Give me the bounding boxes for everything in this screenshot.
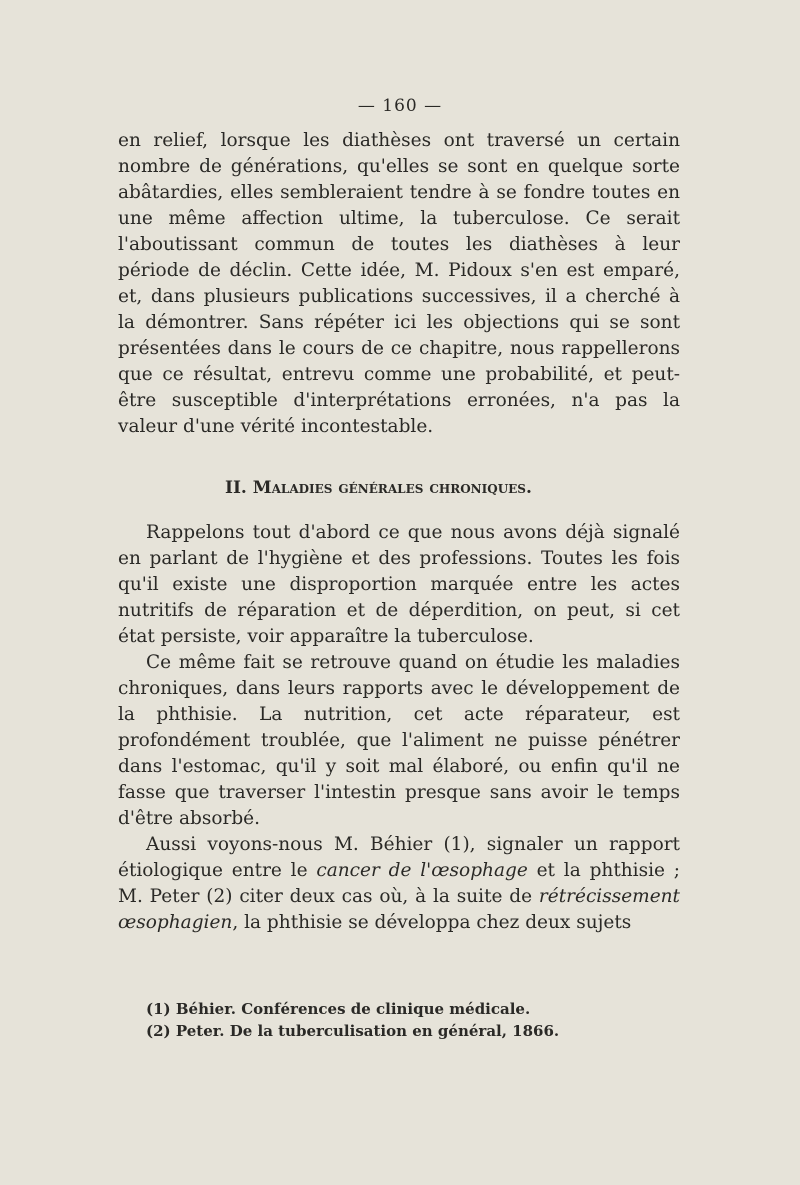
section-heading	[225, 478, 532, 498]
footnote-2: (2) Peter. De la tuberculisation en général, 1866.	[146, 1022, 560, 1040]
paragraph-1: en relief, lorsque les diathèses ont traversé un certain nombre de générations, qu'elles se sont en quelque sorte abâtardies, elles sembleraient tendre à se fondre toutes en une même affection ultime, la tuberculose. Ce serait l'aboutissant commun de toutes les diathèses à leur période de déclin. Cette idée, M. Pidoux s'en est emparé, et, dans plusieurs publications successives, il a cherché à la démontrer. Sans répéter ici les objections qui se sont présentées dans le cours de ce chapitre, nous rappellerons que ce résultat, entrevu comme une probabilité, et peut-être susceptible d'interprétations erronées, n'a pas la valeur d'une vérité incontestable.	[118, 130, 680, 437]
section-body	[118, 520, 680, 936]
section-number: II.	[225, 478, 247, 498]
page-number: — 160 —	[357, 96, 443, 116]
paragraph-4-text-a: Aussi voyons-nous M. Béhier (1), signaler un rapport étiologique entre le	[118, 834, 680, 881]
paragraph-3: Ce même fait se retrouve quand on étudie les maladies chroniques, dans leurs rapports avec le développement de la phthisie. La nutrition, cet acte réparateur, est profondément troublée, que l'aliment ne puisse pénétrer dans l'estomac, qu'il y soit mal élaboré, ou enfin qu'il ne fasse que traverser l'intestin presque sans avoir le temps d'être absorbé.	[118, 652, 680, 829]
paragraph-continuation	[118, 128, 680, 440]
paragraph-4	[118, 832, 680, 936]
paragraph-4-emphasis-b: rétrécissement œsophagien	[118, 886, 680, 933]
paragraph-4-text-b: et la phthisie ; M. Peter (2) citer deux cas où, à la suite de	[118, 860, 681, 907]
footnote-1: (1) Béhier. Conférences de clinique médicale.	[146, 1000, 531, 1018]
paragraph-4-emphasis-a: cancer de l'œsophage	[316, 860, 528, 881]
paragraph-2: Rappelons tout d'abord ce que nous avons déjà signalé en parlant de l'hygiène et des professions. Toutes les fois qu'il existe une disproportion marquée entre les actes nutritifs de réparation et de déperdition, on peut, si cet état persiste, voir apparaître la tuberculose.	[118, 522, 680, 647]
section-title: Maladies générales chroniques.	[252, 478, 532, 498]
paragraph-4-text-c: , la phthisie se développa chez deux sujets	[232, 912, 632, 933]
